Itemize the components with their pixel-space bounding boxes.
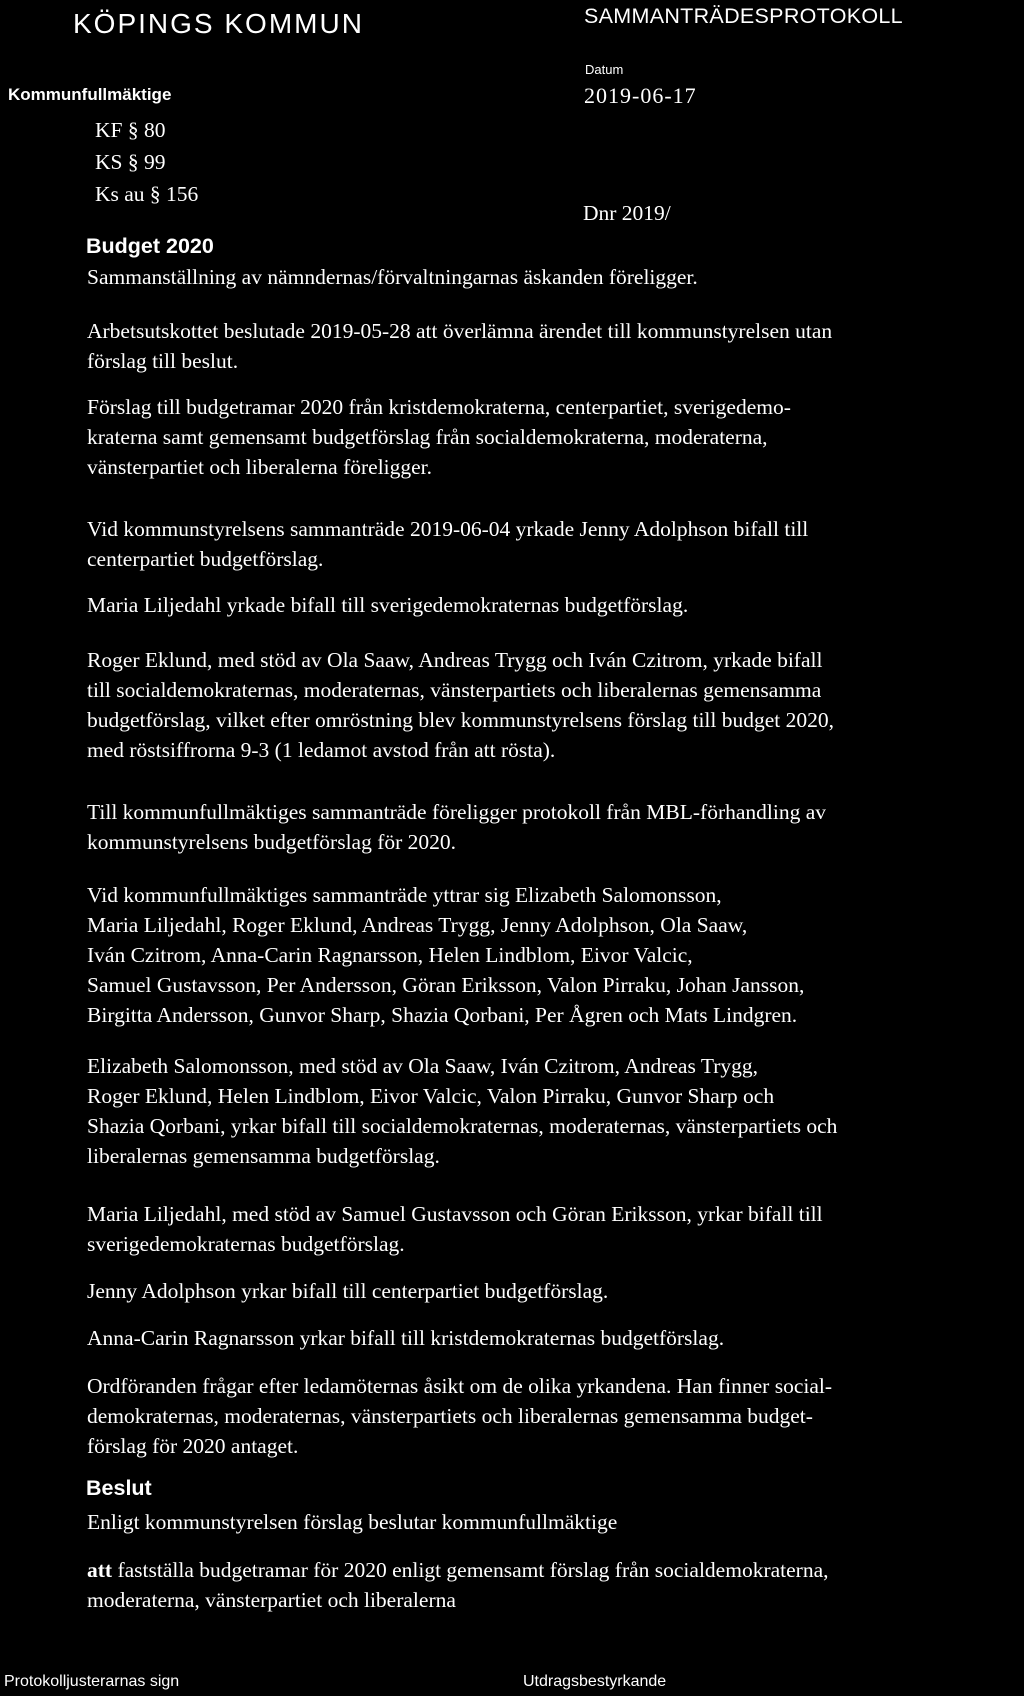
att-keyword: att (87, 1558, 113, 1582)
text-line: Vid kommunstyrelsens sammanträde 2019-06-04 yrkade Jenny Adolphson bifall till (87, 517, 809, 541)
page-title: Budget 2020 (86, 234, 214, 258)
paragraph-2 (87, 316, 1017, 376)
text-line: Maria Liljedahl, med stöd av Samuel Gustavsson och Göran Eriksson, yrkar bifall till (87, 1202, 823, 1226)
reference-ksau: Ks au § 156 (95, 182, 199, 206)
text-line: vänsterpartiet och liberalerna föreligger. (87, 455, 433, 479)
text-line: Förslag till budgetramar 2020 från kristdemokraterna, centerpartiet, sverigedemo- (87, 395, 791, 419)
paragraph-1 (87, 262, 1017, 292)
text-line: Arbetsutskottet beslutade 2019-05-28 att överlämna ärendet till kommunstyrelsen utan (87, 319, 833, 343)
paragraph-6 (87, 645, 1017, 765)
paragraph-7 (87, 797, 1017, 857)
paragraph-8 (87, 880, 1017, 1030)
text-line: med röstsiffrorna 9-3 (1 ledamot avstod från att rösta). (87, 738, 556, 762)
decision-line-2: moderaterna, vänsterpartiet och liberalerna (87, 1588, 456, 1612)
text-line: Maria Liljedahl, Roger Eklund, Andreas Trygg, Jenny Adolphson, Ola Saaw, (87, 913, 748, 937)
footer-signature-label: Protokolljusterarnas sign (4, 1673, 180, 1690)
text-line: budgetförslag, vilket efter omröstning blev kommunstyrelsens förslag till budget 2020, (87, 708, 834, 732)
text-line: centerpartiet budgetförslag. (87, 547, 324, 571)
text-line: förslag för 2020 antaget. (87, 1434, 299, 1458)
paragraph-4 (87, 514, 1017, 574)
text-line: Vid kommunfullmäktiges sammanträde yttrar sig Elizabeth Salomonsson, (87, 883, 722, 907)
text-line: Ordföranden frågar efter ledamöternas åsikt om de olika yrkandena. Han finner social- (87, 1374, 833, 1398)
text-line: Anna-Carin Ragnarsson yrkar bifall till kristdemokraternas budgetförslag. (87, 1326, 725, 1350)
text-line (87, 1555, 1017, 1585)
paragraph-11 (87, 1276, 1017, 1306)
decision-clause (87, 1555, 1017, 1615)
text-line: förslag till beslut. (87, 349, 239, 373)
decision-heading: Beslut (86, 1476, 152, 1500)
text-line: Elizabeth Salomonsson, med stöd av Ola Saaw, Iván Czitrom, Andreas Trygg, (87, 1054, 758, 1078)
text-line: Till kommunfullmäktiges sammanträde föreligger protokoll från MBL-förhandling av (87, 800, 827, 824)
text-line: Jenny Adolphson yrkar bifall till centerpartiet budgetförslag. (87, 1279, 609, 1303)
text-line: kraterna samt gemensamt budgetförslag från socialdemokraterna, moderaterna, (87, 425, 768, 449)
text-line: Enligt kommunstyrelsen förslag beslutar kommunfullmäktige (87, 1510, 618, 1534)
decision-line-1: fastställa budgetramar för 2020 enligt gemensamt förslag från socialdemokraterna, (112, 1558, 829, 1582)
text-line: liberalernas gemensamma budgetförslag. (87, 1144, 440, 1168)
date-label: Datum (585, 62, 624, 77)
reference-ks: KS § 99 (95, 150, 166, 174)
paragraph-13 (87, 1371, 1017, 1461)
paragraph-3 (87, 392, 1017, 482)
text-line: sverigedemokraternas budgetförslag. (87, 1232, 405, 1256)
text-line: demokraternas, moderaternas, vänsterpartiets och liberalernas gemensamma budget- (87, 1404, 813, 1428)
paragraph-5 (87, 590, 1017, 620)
protocol-type: SAMMANTRÄDESPROTOKOLL (584, 4, 903, 28)
footer-certification-label: Utdragsbestyrkande (523, 1673, 667, 1690)
paragraph-10 (87, 1199, 1017, 1259)
text-line: till socialdemokraternas, moderaternas, vänsterpartiets och liberalernas gemensamma (87, 678, 822, 702)
text-line: Iván Czitrom, Anna-Carin Ragnarsson, Helen Lindblom, Eivor Valcic, (87, 943, 693, 967)
text-line: Samuel Gustavsson, Per Andersson, Göran Eriksson, Valon Pirraku, Johan Jansson, (87, 973, 805, 997)
municipality-logo-text: KÖPINGS KOMMUN (73, 8, 364, 39)
text-line: Roger Eklund, med stöd av Ola Saaw, Andreas Trygg och Iván Czitrom, yrkade bifall (87, 648, 823, 672)
assembly-name: Kommunfullmäktige (8, 85, 172, 104)
text-line: Roger Eklund, Helen Lindblom, Eivor Valcic, Valon Pirraku, Gunvor Sharp och (87, 1084, 775, 1108)
text-line: Sammanställning av nämndernas/förvaltningarnas äskanden föreligger. (87, 265, 698, 289)
diary-number: Dnr 2019/ (583, 201, 671, 225)
paragraph-12 (87, 1323, 1017, 1353)
paragraph-9 (87, 1051, 1017, 1171)
text-line: Maria Liljedahl yrkade bifall till sverigedemokraternas budgetförslag. (87, 593, 689, 617)
text-line: kommunstyrelsens budgetförslag för 2020. (87, 830, 457, 854)
reference-kf: KF § 80 (95, 118, 166, 142)
decision-intro (87, 1507, 1017, 1537)
text-line: Birgitta Andersson, Gunvor Sharp, Shazia Qorbani, Per Ågren och Mats Lindgren. (87, 1003, 798, 1027)
date-value: 2019-06-17 (584, 83, 697, 108)
text-line: Shazia Qorbani, yrkar bifall till socialdemokraternas, moderaternas, vänsterpartiets och (87, 1114, 838, 1138)
